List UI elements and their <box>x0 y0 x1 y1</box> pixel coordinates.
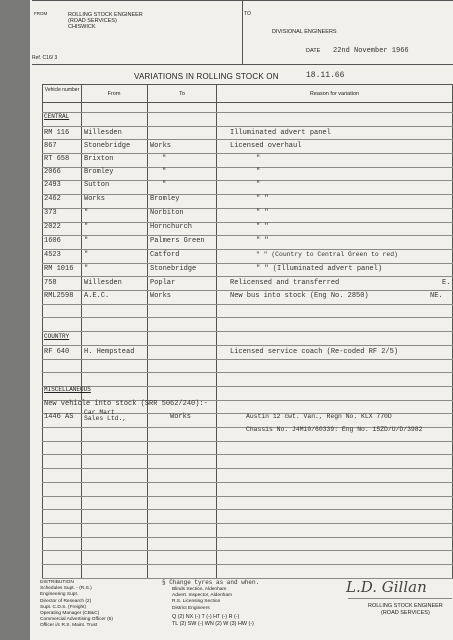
row-rule <box>42 441 453 442</box>
row-11-to: Stonebridge <box>150 265 197 273</box>
row-2-reason: Licensed overhaul <box>230 142 302 150</box>
header-bottom-rule <box>32 64 453 65</box>
distribution-item: Engineering Supt. <box>40 592 79 598</box>
title-date: 18.11.66 <box>306 71 345 80</box>
row-rule <box>42 496 453 497</box>
reference: Ref. C16/ 3 <box>32 55 58 61</box>
row-rule <box>42 290 453 291</box>
col-header-vehicle: Vehicle number <box>44 87 80 93</box>
date-label: DATE <box>306 48 321 54</box>
footer-sections <box>172 587 254 627</box>
row-10-from: " <box>84 251 89 259</box>
row-5-to: " <box>162 181 167 189</box>
row-2-from: Stonebridge <box>84 142 131 150</box>
row-rule <box>42 276 453 277</box>
row-11-reason: " " (Illuminated advert panel) <box>256 265 383 273</box>
from-line-3: CHISWICK <box>68 24 96 30</box>
row-rule <box>42 235 453 236</box>
misc-from-line-1: Car Mart <box>84 409 115 416</box>
row-11-from: " <box>84 265 89 273</box>
row-14-reason: Licensed service coach (Re-coded RF 2/5) <box>230 348 399 356</box>
row-8-from: " <box>84 223 89 231</box>
from-line-2: (ROAD SERVICES) <box>68 18 117 24</box>
footer-section-item: Advert. Inspector, Aldenham <box>172 593 232 599</box>
row-7-reason: " " <box>256 209 269 217</box>
row-rule <box>42 537 453 538</box>
footer-section-item: R.S. Licensing Section <box>172 599 221 605</box>
row-7-to: Norbiton <box>150 209 184 217</box>
section-central: CENTRAL <box>44 113 70 120</box>
row-12-reason: Relicensed and transferred <box>230 279 340 287</box>
row-9-to: Palmers Green <box>150 237 205 245</box>
row-6-reason: " " <box>256 195 269 203</box>
row-12-vehicle: 758 <box>44 279 57 287</box>
date-value: 22nd November 1966 <box>333 47 409 55</box>
distribution-item: Commercial Advertising Officer (6) <box>40 617 113 623</box>
row-13-from: A.E.C. <box>84 292 110 300</box>
to-value: DIVISIONAL ENGINEERS <box>272 29 337 35</box>
row-5-from: Sutton <box>84 181 110 189</box>
signature-line <box>348 598 452 599</box>
row-rule <box>42 304 453 305</box>
row-9-reason: " " <box>256 237 269 245</box>
section-country: COUNTRY <box>44 333 70 340</box>
row-2-vehicle: 867 <box>44 142 57 150</box>
misc-reason-line-2: Chassis No. J4M10/60339: Eng No. 15ZD/U/D/3982 <box>246 426 423 433</box>
row-7-from: " <box>84 209 89 217</box>
row-1-vehicle: RM 116 <box>44 129 70 137</box>
row-rule <box>42 345 453 346</box>
section-miscellaneous: MISCELLANEOUS <box>44 386 91 393</box>
row-13-reason: New bus into stock (Eng No. 2850) <box>230 292 369 300</box>
distribution-item: Schedules Supt. - (R.S.) <box>40 586 92 592</box>
footer-section-item: Blinds Section, Aldenham <box>172 587 227 592</box>
distribution-item: Supt. C.D.S. (Freight) <box>40 604 87 610</box>
distribution-item: Officer i/c R.S. Maint. Trust <box>40 623 98 629</box>
row-7-vehicle: 373 <box>44 209 57 217</box>
footer-section-item: District Engineers <box>172 605 210 611</box>
row-12-note: E. <box>442 279 451 287</box>
footer-codes-line-2: TL (2) SW (-) WN (2) W (3) HW (-) <box>172 621 254 628</box>
row-rule <box>42 331 453 332</box>
row-rule <box>42 523 453 524</box>
row-3-vehicle: RT 658 <box>44 155 70 163</box>
row-10-reason: " " (Country to Central Green to red) <box>256 251 398 258</box>
row-9-from: " <box>84 237 89 245</box>
footer-codes-line-1: Q (2) NX (-) T (-) HT (-) R (-) <box>172 613 240 620</box>
row-1-reason: Illuminated advert panel <box>230 129 331 137</box>
row-rule <box>42 509 453 510</box>
footer-change-note: § Change tyres as and when. <box>162 579 260 586</box>
row-12-from: Willesden <box>84 279 122 287</box>
row-10-vehicle: 4523 <box>44 251 61 259</box>
row-12-to: Poplar <box>150 279 176 287</box>
row-4-to: " <box>162 168 167 176</box>
distribution-list <box>40 580 113 630</box>
row-4-reason: " <box>256 168 261 176</box>
row-2-to: Works <box>150 142 172 150</box>
row-rule <box>42 208 453 209</box>
header-divider <box>242 0 243 64</box>
row-8-to: Hornchurch <box>150 223 193 231</box>
signature: L.D. Gillan <box>346 578 427 596</box>
misc-reason-line-1: Austin 12 cwt. Van., Regn No. KLX 770D <box>246 413 392 420</box>
row-rule <box>42 454 453 455</box>
row-rule <box>42 372 453 373</box>
col-header-reason: Reason for variation <box>309 91 360 97</box>
row-8-vehicle: 2022 <box>44 223 61 231</box>
row-rule <box>42 359 453 360</box>
row-rule <box>42 112 453 113</box>
signatory-title-line-1: ROLLING STOCK ENGINEER <box>368 603 443 609</box>
distribution-item: Operating Manager (CB&C) <box>40 611 100 617</box>
row-10-to: Catford <box>150 251 180 259</box>
row-13-vehicle: RML2598 <box>44 292 74 300</box>
row-9-vehicle: 1606 <box>44 237 61 245</box>
distribution-item: Director of Research (2) <box>40 598 92 604</box>
row-6-to: Bromley <box>150 195 180 203</box>
col-header-to: To <box>179 91 185 97</box>
from-line-1: ROLLING STOCK ENGINEER <box>68 12 143 18</box>
memo-sheet <box>30 0 453 640</box>
row-5-reason: " <box>256 181 261 189</box>
row-13-to: Works <box>150 292 172 300</box>
table-header-rule <box>42 102 453 103</box>
misc-vehicle: 1446 AS <box>44 413 74 421</box>
misc-from <box>84 410 126 423</box>
row-rule <box>42 317 453 318</box>
row-rule <box>42 386 453 387</box>
misc-to: Works <box>170 413 192 421</box>
row-5-vehicle: 2493 <box>44 181 61 189</box>
to-label: TO <box>244 11 251 17</box>
row-14-from: H. Hempstead <box>84 348 135 356</box>
table-top-rule <box>42 84 453 85</box>
misc-from-line-2: Sales Ltd., <box>84 415 127 423</box>
row-rule <box>42 139 453 140</box>
row-3-to: " <box>162 155 167 163</box>
from-value <box>68 12 238 30</box>
row-6-from: Works <box>84 195 106 203</box>
distribution-heading: DISTRIBUTION <box>40 580 74 585</box>
signatory-title-line-2: (ROAD SERVICES) <box>380 610 430 616</box>
col-header-from: From <box>107 91 121 97</box>
row-rule <box>42 126 453 127</box>
misc-note: New vehicle into stock (SRR 5062/240):- <box>44 400 208 408</box>
row-rule <box>42 468 453 469</box>
row-3-reason: " <box>256 155 261 163</box>
row-4-from: Bromley <box>84 168 114 176</box>
row-rule <box>42 263 453 264</box>
row-14-vehicle: RF 640 <box>44 348 70 356</box>
row-1-from: Willesden <box>84 129 122 137</box>
from-label: FROM <box>34 11 48 16</box>
row-4-vehicle: 2066 <box>44 168 61 176</box>
row-8-reason: " " <box>256 223 269 231</box>
signatory-title <box>368 603 443 617</box>
row-rule <box>42 153 453 154</box>
document-title: VARIATIONS IN ROLLING STOCK ON <box>134 72 279 81</box>
row-rule <box>42 482 453 483</box>
row-3-from: Brixton <box>84 155 114 163</box>
row-rule <box>42 249 453 250</box>
row-6-vehicle: 2462 <box>44 195 61 203</box>
row-rule <box>42 222 453 223</box>
row-13-note: NE. <box>430 292 443 300</box>
row-rule <box>42 564 453 565</box>
row-11-vehicle: RM 1016 <box>44 265 74 273</box>
row-rule <box>42 550 453 551</box>
